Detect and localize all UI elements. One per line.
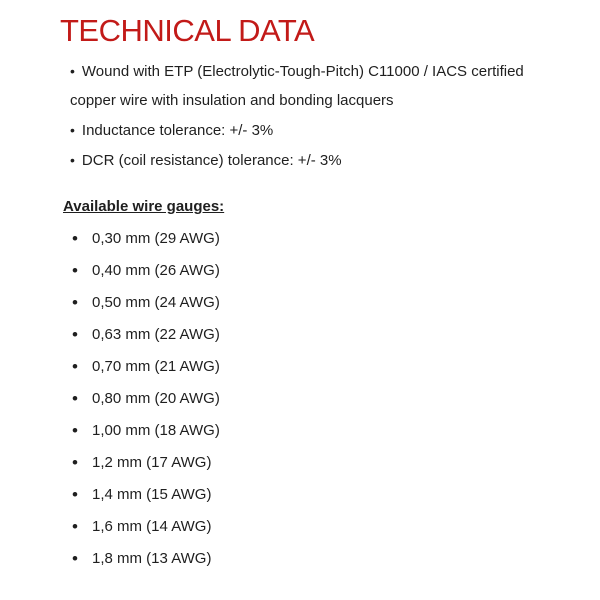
list-item <box>72 485 560 504</box>
list-item <box>72 549 560 568</box>
bullet-icon: • <box>70 63 75 79</box>
bullet-icon: • <box>72 357 78 376</box>
list-item <box>72 453 560 472</box>
bullet-icon: • <box>72 293 78 312</box>
spec-item-dcr <box>70 146 560 175</box>
gauge-value: 0,80 mm (20 AWG) <box>92 390 220 407</box>
bullet-icon: • <box>72 389 78 408</box>
spec-text-line2: copper wire with insulation and bonding lacquers <box>70 92 394 109</box>
list-item <box>72 389 560 408</box>
gauge-value: 1,2 mm (17 AWG) <box>92 454 212 471</box>
gauge-list <box>72 229 560 568</box>
gauge-value: 1,8 mm (13 AWG) <box>92 550 212 567</box>
gauge-value: 0,63 mm (22 AWG) <box>92 326 220 343</box>
spec-list <box>70 57 560 175</box>
bullet-icon: • <box>72 261 78 280</box>
list-item <box>72 421 560 440</box>
bullet-icon: • <box>72 421 78 440</box>
bullet-icon: • <box>70 122 75 138</box>
gauge-value: 0,70 mm (21 AWG) <box>92 358 220 375</box>
gauge-value: 0,30 mm (29 AWG) <box>92 230 220 247</box>
list-item <box>72 325 560 344</box>
gauge-value: 1,6 mm (14 AWG) <box>92 518 212 535</box>
list-item <box>72 293 560 312</box>
gauge-value: 1,4 mm (15 AWG) <box>92 486 212 503</box>
bullet-icon: • <box>72 517 78 536</box>
bullet-icon: • <box>72 229 78 248</box>
gauges-heading: Available wire gauges: <box>63 198 225 215</box>
spec-text: Inductance tolerance: +/- 3% <box>81 122 274 139</box>
list-item <box>72 357 560 376</box>
list-item <box>72 229 560 248</box>
bullet-icon: • <box>72 325 78 344</box>
list-item <box>72 261 560 280</box>
spec-text: DCR (coil resistance) tolerance: +/- 3% <box>81 152 342 169</box>
spec-item-wire <box>70 57 560 115</box>
page-title: TECHNICAL DATA <box>60 13 315 48</box>
gauge-value: 0,50 mm (24 AWG) <box>92 294 220 311</box>
bullet-icon: • <box>72 453 78 472</box>
gauge-value: 0,40 mm (26 AWG) <box>92 262 220 279</box>
bullet-icon: • <box>72 485 78 504</box>
gauge-value: 1,00 mm (18 AWG) <box>92 422 220 439</box>
list-item <box>72 517 560 536</box>
bullet-icon: • <box>72 549 78 568</box>
bullet-icon: • <box>70 152 75 168</box>
spec-item-inductance <box>70 116 560 145</box>
spec-text-line1: Wound with ETP (Electrolytic-Tough-Pitch) C11000 / IACS certified <box>81 63 524 80</box>
